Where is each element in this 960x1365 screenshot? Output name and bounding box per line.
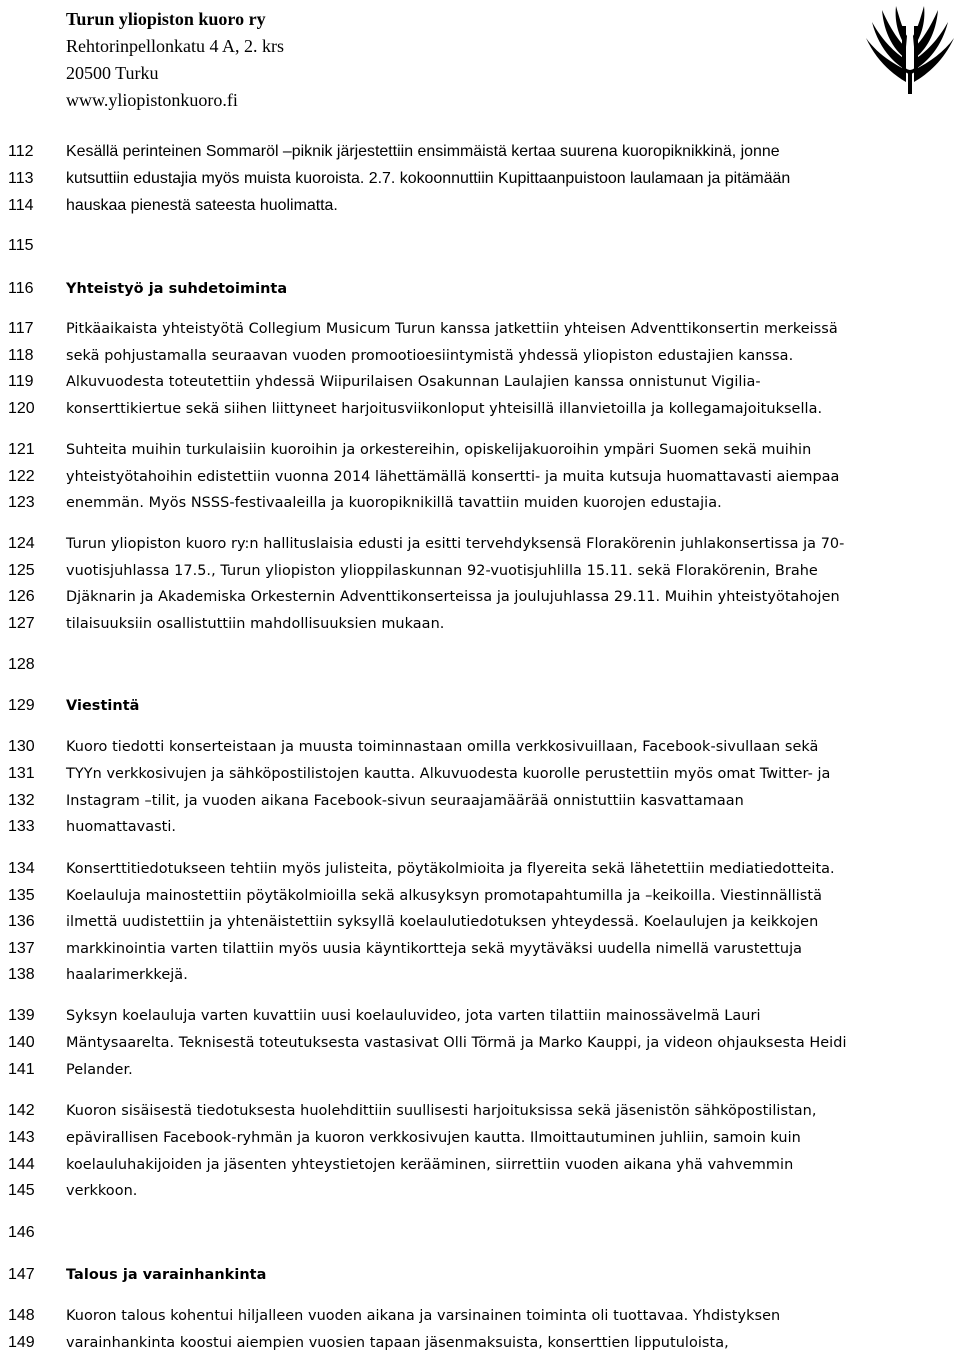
document-line xyxy=(0,1330,960,1356)
line-number: 145 xyxy=(8,1182,35,1199)
line-text: konserttikiertue sekä siihen liittyneet harjoitusviikonloput yhteisillä illanvietoilla ja kollegamajoituksella. xyxy=(66,401,823,417)
document-line xyxy=(0,1220,960,1246)
line-number: 130 xyxy=(8,738,35,755)
line-text: vuotisjuhlassa 17.5., Turun yliopiston ylioppilaskunnan 92-vuotisjuhlilla 15.11. sekä Florakörenin, Brahe xyxy=(66,563,818,579)
line-number: 121 xyxy=(8,441,35,458)
document-line xyxy=(0,1262,960,1288)
document-line xyxy=(0,276,960,302)
line-number: 127 xyxy=(8,615,35,632)
line-number: 146 xyxy=(8,1224,35,1241)
document-line xyxy=(0,464,960,490)
line-number: 135 xyxy=(8,887,35,904)
line-text: Koelauluja mainostettiin pöytäkolmioilla sekä alkusyksyn promotapahtumilla ja –keikoilla. Viestinnällistä xyxy=(66,888,822,904)
line-number: 120 xyxy=(8,400,35,417)
section-heading: Viestintä xyxy=(66,698,140,714)
line-number: 148 xyxy=(8,1307,35,1324)
line-number: 113 xyxy=(8,170,34,187)
document-line xyxy=(0,734,960,760)
line-text: huomattavasti. xyxy=(66,819,177,835)
line-text: koelauluhakijoiden ja jäsenten yhteystietojen kerääminen, siirrettiin vuoden aikana yhä vahvemmin xyxy=(66,1157,794,1173)
line-number: 136 xyxy=(8,913,35,930)
line-number: 112 xyxy=(8,143,34,160)
document-line xyxy=(0,611,960,637)
document-line xyxy=(0,1152,960,1178)
document-line xyxy=(0,343,960,369)
document-line xyxy=(0,1057,960,1083)
line-text: Pelander. xyxy=(66,1062,133,1078)
line-number: 133 xyxy=(8,818,35,835)
line-number: 122 xyxy=(8,468,35,485)
line-number: 139 xyxy=(8,1007,35,1024)
document-line xyxy=(0,1030,960,1056)
line-number: 123 xyxy=(8,494,35,511)
line-number: 124 xyxy=(8,535,35,552)
line-number: 137 xyxy=(8,940,35,957)
document-line xyxy=(0,1098,960,1124)
document-line xyxy=(0,962,960,988)
document-line xyxy=(0,761,960,787)
line-text: hauskaa pienestä sateesta huolimatta. xyxy=(66,197,338,214)
line-text: Kesällä perinteinen Sommaröl –piknik järjestettiin ensimmäistä kertaa suurena kuoropiknikkinä, jonne xyxy=(66,143,780,160)
document-line xyxy=(0,1178,960,1204)
line-text: Instagram –tilit, ja vuoden aikana Facebook-sivun seuraajamäärää onnistuttiin kasvattamaan xyxy=(66,793,744,809)
line-text: tilaisuuksiin osallistuttiin mahdollisuuksien mukaan. xyxy=(66,616,445,632)
line-number: 125 xyxy=(8,562,35,579)
line-text: Turun yliopiston kuoro ry:n hallituslaisia edusti ja esitti tervehdyksensä Florakörenin juhlakonsertissa ja 70- xyxy=(66,536,845,552)
line-number: 143 xyxy=(8,1129,35,1146)
line-text: TYYn verkkosivujen ja sähköpostilistojen kautta. Alkuvuodesta kuorolle perustettiin myös omat Twitter- ja xyxy=(66,766,831,782)
document-line xyxy=(0,1303,960,1329)
line-text: Syksyn koelauluja varten kuvattiin uusi koelauluvideo, jota varten tilattiin mainossävelmä Lauri xyxy=(66,1008,761,1024)
line-number: 147 xyxy=(8,1266,35,1283)
document-line xyxy=(0,490,960,516)
document-line xyxy=(0,584,960,610)
line-number: 134 xyxy=(8,860,35,877)
line-text: Pitkäaikaista yhteistyötä Collegium Musicum Turun kanssa jatkettiin yhteisen Adventtikonsertin merkeissä xyxy=(66,321,838,337)
organization-name: Turun yliopiston kuoro ry xyxy=(66,9,266,29)
line-text: Konserttitiedotukseen tehtiin myös julisteita, pöytäkolmioita ja flyereita sekä lähetettiin mediatiedotteita. xyxy=(66,861,835,877)
line-text: varainhankinta koostui aiempien vuosien tapaan jäsenmaksuista, konserttien lipputuloista, xyxy=(66,1335,729,1351)
line-number: 128 xyxy=(8,656,35,673)
document-line xyxy=(0,316,960,342)
line-text: haalarimerkkejä. xyxy=(66,967,188,983)
document-line xyxy=(0,437,960,463)
line-text: Djäknarin ja Akademiska Orkesternin Adventtikonserteissa ja joulujuhlassa 29.11. Muihin yhteistyötahojen xyxy=(66,589,840,605)
line-number: 114 xyxy=(8,197,34,214)
address-line-2: 20500 Turku xyxy=(66,63,159,83)
document-line xyxy=(0,233,960,259)
line-number: 142 xyxy=(8,1102,35,1119)
letterhead xyxy=(66,6,284,114)
line-number: 144 xyxy=(8,1156,35,1173)
line-text: Kuoron sisäisestä tiedotuksesta huolehdittiin suullisesti harjoituksissa sekä jäsenistön sähköpostilistan, xyxy=(66,1103,817,1119)
line-number: 141 xyxy=(8,1061,35,1078)
document-line xyxy=(0,814,960,840)
line-number: 126 xyxy=(8,588,35,605)
line-text: kutsuttiin edustajia myös muista kuoroista. 2.7. kokoonnuttiin Kupittaanpuistoon laulamaan ja pitämään xyxy=(66,170,791,187)
document-line xyxy=(0,1125,960,1151)
section-heading: Yhteistyö ja suhdetoiminta xyxy=(66,281,288,297)
line-number: 119 xyxy=(8,373,34,390)
document-line xyxy=(0,856,960,882)
line-number: 149 xyxy=(8,1334,35,1351)
winged-tuning-fork-logo xyxy=(862,4,958,96)
line-text: ilmettä uudistettiin ja yhtenäistettiin syksyllä koelaulutiedotuksen yhteydessä. Koelaulujen ja keikkojen xyxy=(66,914,819,930)
line-text: Kuoron talous kohentui hiljalleen vuoden aikana ja varsinainen toiminta oli tuottavaa. Yhdistyksen xyxy=(66,1308,781,1324)
document-line xyxy=(0,396,960,422)
line-number: 140 xyxy=(8,1034,35,1051)
line-text: verkkoon. xyxy=(66,1183,138,1199)
website-link[interactable]: www.yliopistonkuoro.fi xyxy=(66,90,238,110)
line-text: Mäntysaarelta. Teknisestä toteutuksesta vastasivat Olli Törmä ja Marko Kauppi, ja videon ohjauksesta Heidi xyxy=(66,1035,847,1051)
document-line xyxy=(0,558,960,584)
line-text: epävirallisen Facebook-ryhmän ja kuoron verkkosivujen kautta. Ilmoittautuminen juhliin, samoin kuin xyxy=(66,1130,801,1146)
line-text: enemmän. Myös NSSS-festivaaleilla ja kuoropiknikillä tavattiin muiden kuorojen edustajia. xyxy=(66,495,722,511)
document-line xyxy=(0,193,960,219)
document-line xyxy=(0,788,960,814)
document-line xyxy=(0,936,960,962)
document-line xyxy=(0,652,960,678)
line-text: Kuoro tiedotti konserteistaan ja muusta toiminnastaan omilla verkkosivuillaan, Facebook-sivullaan sekä xyxy=(66,739,819,755)
document-line xyxy=(0,909,960,935)
document-line xyxy=(0,369,960,395)
line-number: 132 xyxy=(8,792,35,809)
section-heading: Talous ja varainhankinta xyxy=(66,1267,267,1283)
line-number: 116 xyxy=(8,280,34,297)
line-text: sekä pohjustamalla seuraavan vuoden promootioesiintymistä yhdessä yliopiston edustajien kanssa. xyxy=(66,348,794,364)
line-number: 131 xyxy=(8,765,35,782)
document-line xyxy=(0,1003,960,1029)
document-line xyxy=(0,166,960,192)
line-text: Alkuvuodesta toteutettiin yhdessä Wiipurilaisen Osakunnan Laulajien kanssa onnistunut Vigilia- xyxy=(66,374,761,390)
document-line xyxy=(0,693,960,719)
line-text: markkinointia varten tilattiin myös uusia käyntikortteja sekä myytäväksi uudella nimellä varustettuja xyxy=(66,941,803,957)
line-number: 117 xyxy=(8,320,34,337)
line-text: yhteistyötahoihin edistettiin vuonna 2014 lähettämällä konsertti- ja muita kutsuja huomattavasti aiempaa xyxy=(66,469,840,485)
document-line xyxy=(0,883,960,909)
line-number: 118 xyxy=(8,347,34,364)
address-line-1: Rehtorinpellonkatu 4 A, 2. krs xyxy=(66,36,284,56)
line-text: Suhteita muihin turkulaisiin kuoroihin ja orkestereihin, opiskelijakuoroihin ympäri Suomen sekä muihin xyxy=(66,442,812,458)
document-line xyxy=(0,139,960,165)
line-number: 138 xyxy=(8,966,35,983)
line-number: 129 xyxy=(8,697,35,714)
document-line xyxy=(0,531,960,557)
line-number: 115 xyxy=(8,237,34,254)
